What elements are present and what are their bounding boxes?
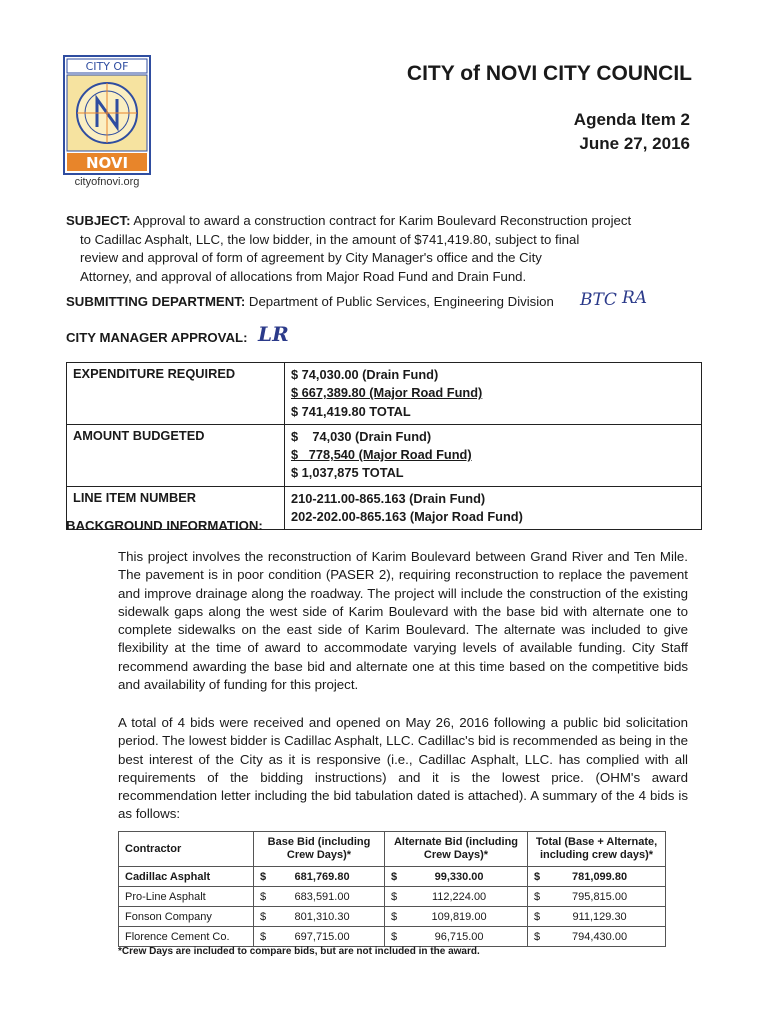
department-label: SUBMITTING DEPARTMENT: [66,294,246,309]
exp-req-drain: $ 74,030.00 (Drain Fund) [291,367,439,382]
agenda-date: June 27, 2016 [579,134,690,153]
bid-alt: 99,330.00 [434,870,484,883]
manager-label: CITY MANAGER APPROVAL: [66,330,248,345]
bud-total: $ 1,037,875 TOTAL [291,465,404,481]
background-paragraph-2: A total of 4 bids were received and opened on May 26, 2016 following a public bid solicitation period. The lowest bidder is Cadillac Asphalt, LLC. Cadillac's bid is recommended as being in the best interest of the City as it is responsive (i.e., Cadillac Asphalt, LLC. has complied with all requirements of the bidding instructions) and it is the lowest price. (OHM's award recommendation letter including the bid tabulation dated is attached). A summary of the 4 bids is as follows: [118,715,688,822]
bid-alt: 96,715.00 [434,930,484,943]
col-base-bid: Base Bid (including Crew Days)* [254,832,385,867]
table-row: Cadillac Asphalt $ 681,769.80 $ 99,330.00 $ 781,099.80 [119,867,666,887]
logo-url: cityofnovi.org [74,176,140,188]
table-header-row [119,832,666,867]
table-row [67,424,702,486]
exp-req-major-road: $ 667,389.80 (Major Road Fund) [291,385,483,401]
agenda-item: Agenda Item 2 [573,110,690,129]
bid-contractor: Fonson Company [119,907,254,927]
bid-total: 911,129.30 [572,910,627,923]
line-item-drain: 210-211.00-865.163 (Drain Fund) [291,490,486,506]
exp-req-total: $ 741,419.80 TOTAL [291,403,411,419]
bids-table [118,831,666,947]
background-heading: BACKGROUND INFORMATION: [66,518,263,533]
col-contractor: Contractor [119,832,254,867]
bid-total: 781,099.80 [572,870,628,883]
expenditure-required-label: EXPENDITURE REQUIRED [67,363,285,425]
bid-alt: 112,224.00 [431,890,487,903]
submitting-department [66,294,554,309]
department-value: Department of Public Services, Engineering Division [248,294,554,309]
table-row [67,363,702,425]
city-logo [63,55,151,185]
table-row: Fonson Company $ 801,310.30 $ 109,819.00 $ 911,129.30 [119,907,666,927]
line-item-major-road: 202-202.00-865.163 (Major Road Fund) [291,509,523,525]
initials-ra: RA [622,288,648,308]
bid-base: 697,715.00 [294,930,350,943]
page-title: CITY of NOVI CITY COUNCIL [406,62,692,85]
expenditure-table [66,362,702,530]
bud-drain: $ 74,030 (Drain Fund) [291,428,432,444]
logo-bottom-text: NOVI [85,154,129,172]
bids-footnote: *Crew Days are included to compare bids, but are not included in the award. [118,946,480,957]
col-alternate-bid: Alternate Bid (including Crew Days)* [385,832,528,867]
bid-total: 795,815.00 [572,890,628,903]
bid-contractor: Pro-Line Asphalt [119,887,254,907]
subject-line-1: Approval to award a construction contract for Karim Boulevard Reconstruction project [133,213,632,228]
manager-signature: LR [258,322,289,346]
subject-line-2: to Cadillac Asphalt, LLC, the low bidder, in the amount of $741,419.80, subject to final [80,231,580,247]
logo-top-text: CITY OF [85,60,129,73]
col-total: Total (Base + Alternate, including crew days)* [528,832,666,867]
city-manager-approval [66,330,247,345]
initials-btc: BTC [580,290,617,310]
novi-seal-icon [63,55,151,175]
bid-base: 681,769.80 [294,870,350,883]
subject-label: SUBJECT: [66,213,131,228]
subject-block [66,212,686,286]
bid-alt: 109,819.00 [431,910,487,923]
bud-major-road: $ 778,540 (Major Road Fund) [291,447,472,463]
table-row: Pro-Line Asphalt $ 683,591.00 $ 112,224.00 $ 795,815.00 [119,887,666,907]
bid-contractor: Florence Cement Co. [119,927,254,947]
amount-budgeted-label: AMOUNT BUDGETED [67,424,285,486]
table-row: Florence Cement Co. $ 697,715.00 $ 96,715.00 $ 794,430.00 [119,927,666,947]
subject-line-4: Attorney, and approval of allocations from Major Road Fund and Drain Fund. [80,268,527,284]
bid-total: 794,430.00 [572,930,628,943]
background-paragraph-1: This project involves the reconstruction of Karim Boulevard between Grand River and Ten Mile. The pavement is in poor condition (PASER 2), requiring reconstruction to replace the pavement and improve drainage along the roadway. The project will include the construction of the existing sidewalk gaps along the west side of Karim Boulevard with the base bid with alternate one to complete sidewalks on the east side of Karim Boulevard. The alternate was included to give flexibility at the time of award to accommodate varying levels of available funding. City Staff recommend awarding the base bid and alternate one at this time based on the competitive bids and availability of funding for this project. [118,549,688,693]
bid-contractor: Cadillac Asphalt [119,867,254,887]
agenda-block [574,108,690,156]
bid-base: 683,591.00 [294,890,350,903]
subject-line-3: review and approval of form of agreement by City Manager's office and the City [80,250,542,265]
bid-base: 801,310.30 [294,910,350,923]
line-item-label: LINE ITEM NUMBER [67,486,285,530]
